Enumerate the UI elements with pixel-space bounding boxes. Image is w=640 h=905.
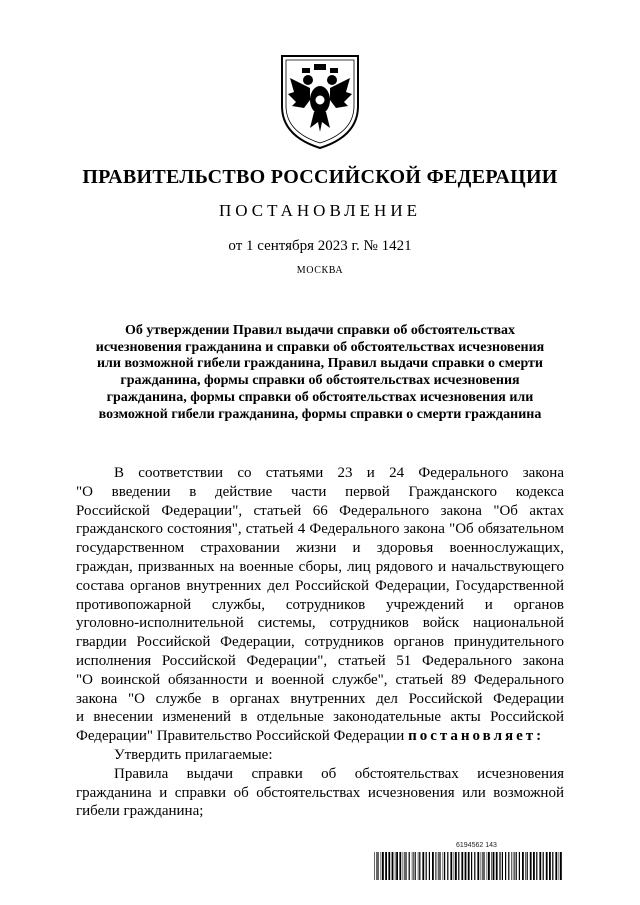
body-last-text: Федерации" Правительство Российской Федерации bbox=[76, 728, 405, 745]
title-line: или возможной гибели гражданина, Правил выдачи справки о смерти bbox=[96, 356, 544, 372]
body-line: гвардии Российской Федерации, сотрудников органов принудительного bbox=[76, 634, 564, 651]
body-line: граждан, призванных на военные сборы, лиц рядового и начальствующего bbox=[76, 558, 564, 575]
body-line: "О воинской обязанности и военной службе", статьей 89 Федерального bbox=[76, 671, 564, 688]
body-line: и внесении изменений в отдельные законодательные акты Российской bbox=[76, 709, 564, 726]
body-line: гражданского состояния", статьей 4 Федерального закона "Об обязательном bbox=[76, 521, 564, 538]
title-line: гражданина, формы справки об обстоятельствах исчезновения или bbox=[106, 389, 534, 405]
barcode-image bbox=[374, 852, 564, 880]
coat-of-arms-emblem bbox=[274, 48, 366, 152]
body-line: В соответствии со статьями 23 и 24 Федерального закона bbox=[114, 465, 564, 481]
approve-line: Утвердить прилагаемые: bbox=[114, 746, 273, 763]
body-line: состава органов внутренних дел Российской Федерации, Государственной bbox=[76, 577, 564, 594]
body-line: уголовно-исполнительной системы, сотрудников войск национальной bbox=[76, 615, 564, 632]
document-type: ПОСТАНОВЛЕНИЕ bbox=[218, 201, 421, 220]
document-code: 6194562 143 bbox=[456, 842, 497, 849]
body-line: исполнения Российской Федерации", статьей 51 Федерального закона bbox=[76, 652, 564, 669]
item-line: гражданина и справки об обстоятельствах исчезновения или возможной bbox=[76, 784, 564, 801]
body-line-last bbox=[76, 727, 564, 746]
item-line: Правила выдачи справки об обстоятельствах исчезновения bbox=[114, 765, 564, 782]
body-line: закона "О службе в органах внутренних дел Российской Федерации bbox=[76, 690, 564, 707]
title-line: гражданина, формы справки об обстоятельствах исчезновения bbox=[120, 373, 520, 389]
city-name: МОСКВА bbox=[296, 265, 344, 276]
date-and-number: от 1 сентября 2023 г. № 1421 bbox=[228, 238, 412, 254]
organization-title: ПРАВИТЕЛЬСТВО РОССИЙСКОЙ ФЕДЕРАЦИИ bbox=[82, 166, 558, 188]
body-line: противопожарной службы, сотрудников учреждений и органов bbox=[76, 596, 564, 613]
item-line: гибели гражданина; bbox=[76, 803, 204, 820]
decree-body bbox=[76, 464, 564, 821]
decree-title bbox=[76, 323, 564, 423]
body-line: Российской Федерации", статьей 66 Федерального закона "Об актах bbox=[76, 502, 564, 519]
title-line: исчезновения гражданина и справки об обстоятельствах исчезновения bbox=[95, 339, 545, 355]
body-line: "О введении в действие части первой Гражданского кодекса bbox=[76, 483, 564, 500]
decides-word: постановляет: bbox=[408, 728, 545, 745]
title-line: возможной гибели гражданина, формы справки о смерти гражданина bbox=[98, 406, 542, 422]
body-line: государственном страховании жизни и здоровья военнослужащих, bbox=[76, 540, 564, 557]
title-line: Об утверждении Правил выдачи справки об обстоятельствах bbox=[124, 323, 516, 338]
